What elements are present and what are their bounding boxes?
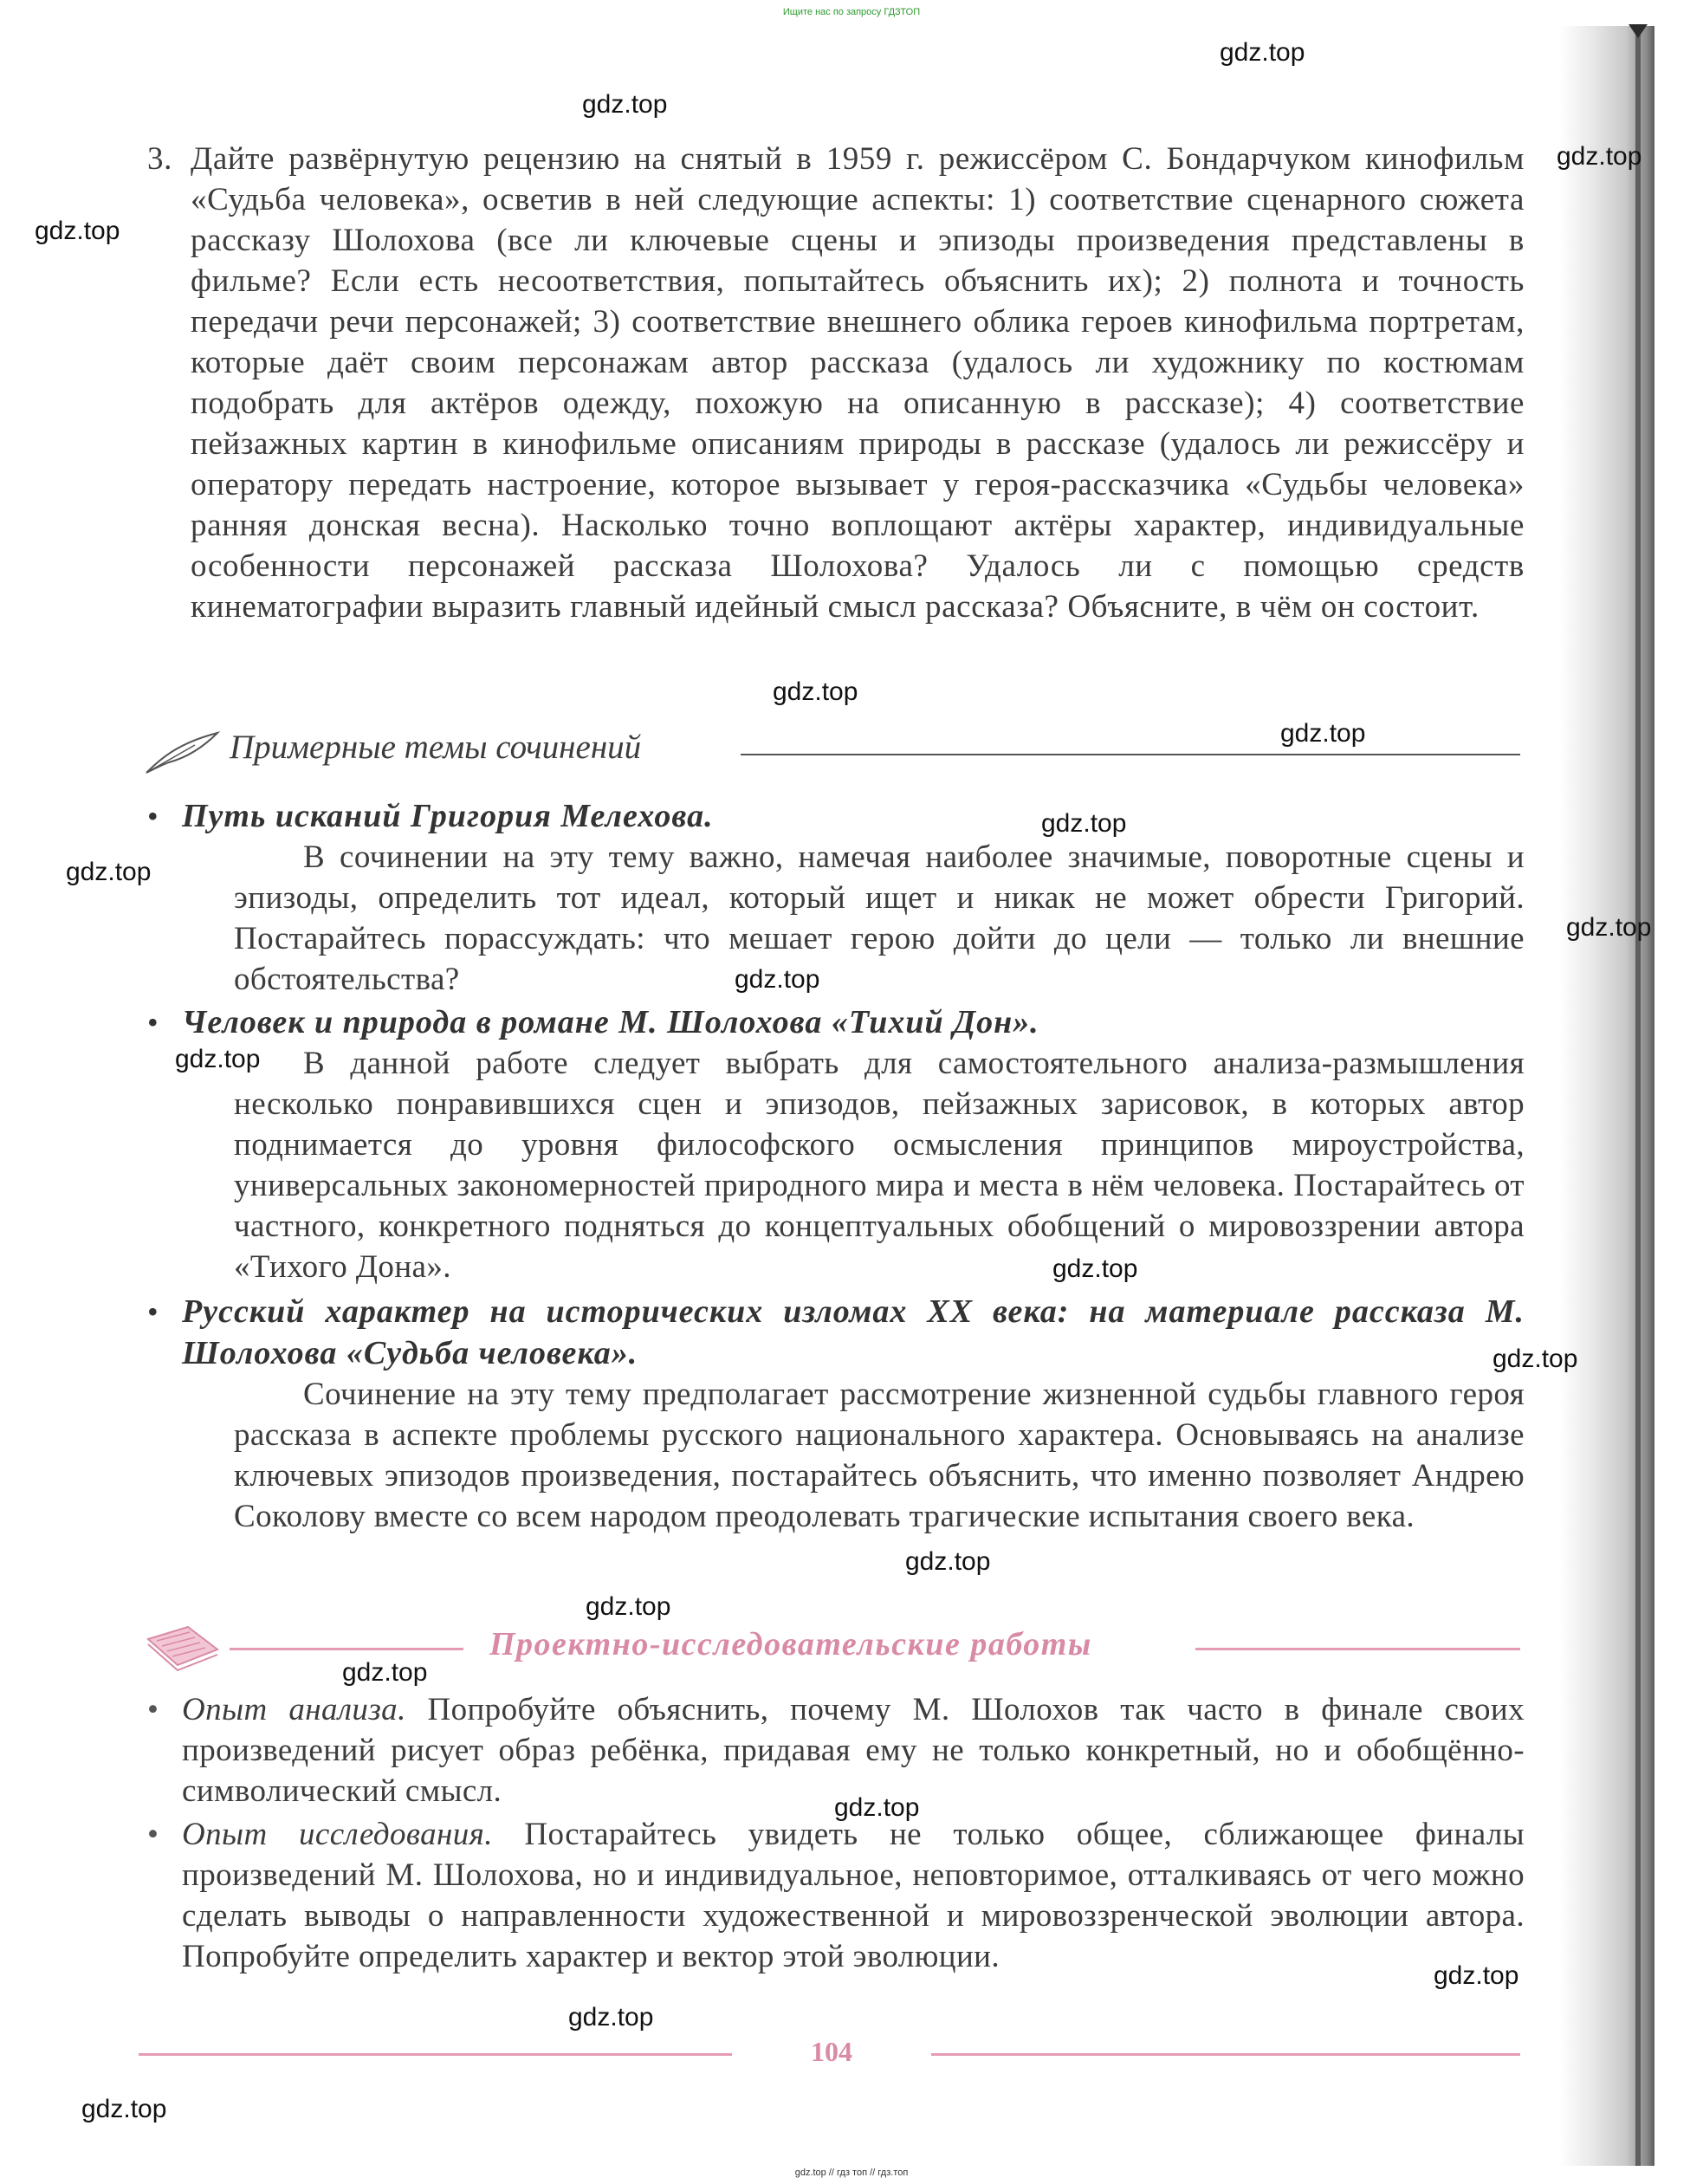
watermark: gdz.top (1434, 1961, 1519, 1990)
essay-topic (147, 1291, 1525, 1537)
project-section-rule-left (230, 1648, 463, 1650)
project-item-text: Попробуйте объяснить, почему М. Шолохов так часто в финале своих произведений рисует образ ребёнка, придавая ему не только конкретный, но и обобщённо-символический смысл. (182, 1692, 1525, 1809)
essay-topic-text: Сочинение на эту тему предполагает рассмотрение жизненной судьбы главного героя рассказа в аспекте проблемы русского национального характера. Основываясь на анализе ключевых эпизодов произведения, постарайтесь объяснить, что именно позволяет Андрею Соколову вместе со всем народом преодолевать трагические испытания своего века. (234, 1377, 1525, 1534)
watermark: gdz.top (66, 858, 152, 886)
watermark: gdz.top (342, 1658, 428, 1687)
essay-topic (147, 795, 1525, 1000)
project-item (147, 1689, 1525, 1811)
watermark: gdz.top (568, 2003, 654, 2032)
task-text: Дайте развёрнутую рецензию на снятый в 1959 г. режиссёром С. Бондарчуком кинофильм «Судьба человека», осветив в ней следующие аспекты: 1) соответствие сценарного сюжета рассказу Шолохова (все ли ключевые сцены и эпизоды произведения представлены в фильме? Если есть несоответствия, попытайтесь объяснить их); 2) полнота и точность передачи речи персонажей; 3) соответствие внешнего облика героев кинофильма портретам, которые даёт своим персонажам автор рассказа (удалось ли художнику по костюмам подобрать для актёров одежду, похожую на описанную в рассказе); 4) соответствие пейзажных картин в кинофильме описаниям природы в рассказе (удалось ли режиссёру и оператору передать настроение, которое вызывает у героя-рассказчика «Судьбы человека» ранняя донская весна). Насколько точно воплощают актёры характер, индивидуальные особенности персонажей рассказа Шолохова? Удалось ли с помощью средств кинематографии выразить главный идейный смысл рассказа? Объясните, в чём он состоит. (191, 141, 1525, 625)
footer-rule-left (139, 2053, 732, 2056)
watermark: gdz.top (905, 1547, 991, 1576)
essay-topic-title: Путь исканий Григория Мелехова. (182, 798, 714, 834)
project-item (147, 1814, 1525, 1977)
watermark: gdz.top (773, 677, 858, 706)
essay-topic-text: В сочинении на эту тему важно, намечая наиболее значимые, поворотные сцены и эпизоды, определить тот идеал, который ищет и никак не может обрести Григорий. Постарайтесь порассуждать: что мешает герою дойти до цели — только ли внешние обстоятельства? (234, 839, 1525, 997)
watermark: gdz.top (1557, 142, 1642, 171)
watermark: gdz.top (1493, 1345, 1578, 1373)
watermark: gdz.top (35, 217, 120, 245)
essay-topic-text: В данной работе следует выбрать для самостоятельного анализа-размышления несколько понравившихся сцен и эпизодов, пейзажных зарисовок, в которых автор поднимается до уровня философского осмысления принципов мироустройства, универсальных закономерностей природного мира и места в нём человека. Постарайтесь от частного, конкретного подняться до концептуальных обобщений о мировоззрении автора «Тихого Дона». (234, 1046, 1525, 1285)
watermark: gdz.top (1052, 1254, 1138, 1283)
essay-topic-title: Человек и природа в романе М. Шолохова «Тихий Дон». (182, 1004, 1039, 1040)
notebook-icon (143, 1622, 221, 1674)
bullet: • (147, 1692, 159, 1727)
task-number: 3. (147, 141, 172, 177)
essay-topic-title: Русский характер на исторических изломах XX века: на материале рассказа М. Шолохова «Судьба человека». (182, 1293, 1525, 1371)
bullet: • (147, 1294, 159, 1329)
page-edge (1635, 26, 1641, 2166)
footer-rule-right (931, 2053, 1520, 2056)
watermark: gdz.top (175, 1045, 261, 1073)
page-number: 104 (811, 2036, 852, 2067)
project-section-title: Проектно-исследовательские работы (489, 1626, 1092, 1662)
watermark: gdz.top (586, 1592, 671, 1621)
bottom-note: gdz.top // гдз топ // гдз.топ (794, 2168, 909, 2178)
watermark: gdz.top (735, 965, 820, 994)
watermark: gdz.top (81, 2095, 167, 2123)
task-3 (147, 139, 1525, 627)
project-section-header (143, 1622, 1529, 1674)
bullet: • (147, 1005, 159, 1040)
bullet: • (147, 799, 159, 833)
essay-topic (147, 1001, 1525, 1287)
watermark: gdz.top (1041, 809, 1127, 838)
essay-section-title: Примерные темы сочинений (230, 729, 642, 766)
project-section-rule-right (1195, 1648, 1520, 1650)
bullet: • (147, 1817, 159, 1852)
project-item-lead: Опыт исследования. (182, 1817, 493, 1852)
essay-section-header (143, 728, 1529, 776)
watermark: gdz.top (1220, 38, 1305, 67)
project-item-lead: Опыт анализа. (182, 1692, 406, 1727)
project-item-text: Постарайтесь увидеть не только общее, сближающее финалы произведений М. Шолохова, но и индивидуальное, неповторимое, отталкиваясь от чего можно сделать выводы о направленности художественной и мировоззренческой эволюции автора. Попробуйте определить характер и вектор этой эволюции. (182, 1817, 1525, 1974)
watermark: gdz.top (582, 90, 668, 119)
watermark: gdz.top (1280, 719, 1366, 748)
feather-icon (143, 728, 221, 776)
watermark: gdz.top (1566, 913, 1652, 942)
watermark: gdz.top (834, 1793, 920, 1822)
corner-marker (1629, 24, 1648, 38)
essay-section-rule (741, 754, 1520, 755)
top-note: Ищите нас по запросу ГДЗТОП (782, 7, 921, 17)
